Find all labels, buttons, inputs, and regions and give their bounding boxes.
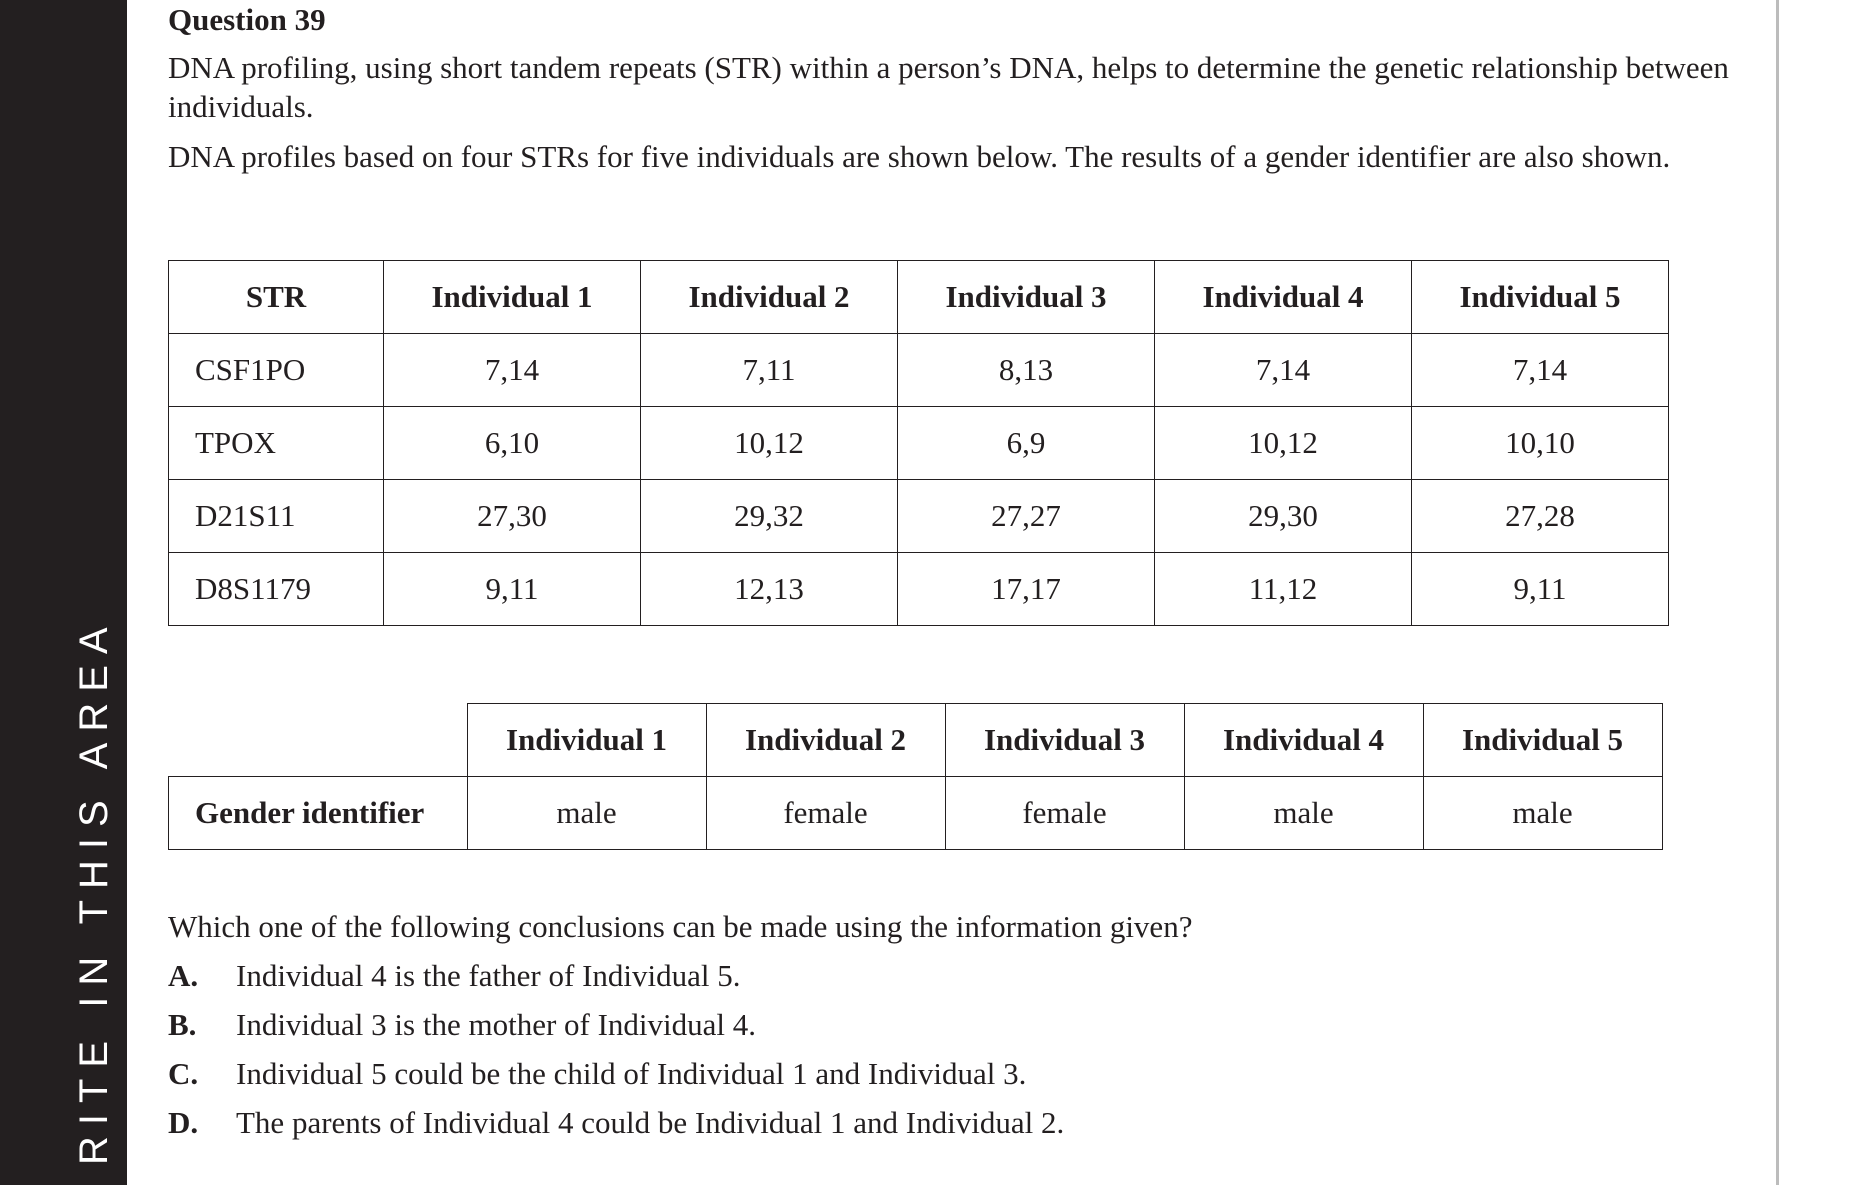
header-individual-2: Individual 2 [641,261,898,334]
table-row [169,407,1669,480]
option-text: Individual 5 could be the child of Individual 1 and Individual 3. [236,1056,1027,1091]
gender-identifier-label: Gender identifier [169,777,468,850]
str-value: 6,9 [898,407,1155,480]
str-value: 9,11 [384,553,641,626]
header-individual-5: Individual 5 [1412,261,1669,334]
str-value: 7,11 [641,334,898,407]
str-table-header [169,261,1669,334]
header-str: STR [169,261,384,334]
str-value: 8,13 [898,334,1155,407]
header-individual-1: Individual 1 [384,261,641,334]
gender-value: female [945,777,1184,850]
option-letter: C. [168,1056,199,1091]
page-border [1776,0,1779,1185]
header-individual-4: Individual 4 [1184,704,1423,777]
str-value: 29,32 [641,480,898,553]
str-name: D21S11 [169,480,384,553]
str-value: 11,12 [1155,553,1412,626]
str-value: 9,11 [1412,553,1669,626]
header-individual-1: Individual 1 [467,704,706,777]
str-value: 27,30 [384,480,641,553]
empty-corner-cell [169,704,468,777]
str-value: 29,30 [1155,480,1412,553]
table-row [169,777,1663,850]
str-value: 17,17 [898,553,1155,626]
option-c[interactable] [168,1056,1026,1092]
table-row [169,334,1669,407]
str-value: 10,10 [1412,407,1669,480]
table-row [169,480,1669,553]
option-a[interactable] [168,958,741,994]
gender-value: male [1184,777,1423,850]
str-value: 12,13 [641,553,898,626]
header-individual-3: Individual 3 [898,261,1155,334]
gender-table-header [169,704,1663,777]
option-letter: A. [168,958,199,993]
str-name: D8S1179 [169,553,384,626]
header-individual-3: Individual 3 [945,704,1184,777]
option-text: The parents of Individual 4 could be Individual 1 and Individual 2. [236,1105,1065,1140]
gender-table [168,703,1663,850]
option-b[interactable] [168,1007,756,1043]
gender-value: female [706,777,945,850]
intro-paragraph-1: DNA profiling, using short tandem repeats (STR) within a person’s DNA, helps to determine the genetic relationship between individuals. [168,50,1729,124]
str-value: 27,28 [1412,480,1669,553]
header-individual-5: Individual 5 [1423,704,1662,777]
margin-label: RITE IN THIS AREA [72,616,116,1165]
option-d[interactable] [168,1105,1064,1141]
option-text: Individual 4 is the father of Individual 5. [236,958,741,993]
str-value: 10,12 [1155,407,1412,480]
header-individual-2: Individual 2 [706,704,945,777]
question-stem: Which one of the following conclusions can be made using the information given? [168,909,1193,944]
gender-value: male [1423,777,1662,850]
str-name: TPOX [169,407,384,480]
table-row [169,553,1669,626]
question-title: Question 39 [168,2,326,37]
gender-value: male [467,777,706,850]
option-letter: B. [168,1007,197,1042]
str-name: CSF1PO [169,334,384,407]
str-value: 7,14 [384,334,641,407]
margin-bar [0,0,127,1185]
str-value: 10,12 [641,407,898,480]
str-value: 27,27 [898,480,1155,553]
header-individual-4: Individual 4 [1155,261,1412,334]
str-value: 7,14 [1155,334,1412,407]
option-letter: D. [168,1105,199,1140]
str-value: 6,10 [384,407,641,480]
intro-paragraph-2: DNA profiles based on four STRs for five individuals are shown below. The results of a gender identifier are also shown. [168,139,1671,174]
str-table [168,260,1669,626]
str-value: 7,14 [1412,334,1669,407]
option-text: Individual 3 is the mother of Individual 4. [236,1007,757,1042]
